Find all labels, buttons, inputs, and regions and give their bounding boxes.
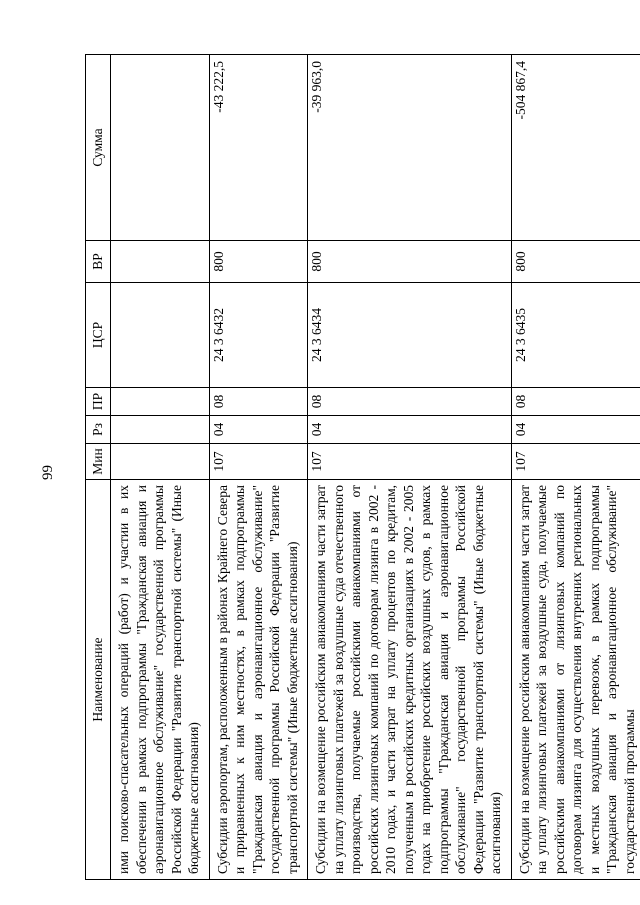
table-row [111, 55, 210, 880]
header-name: Наименование [86, 480, 111, 880]
header-csr: ЦСР [86, 283, 111, 388]
header-min: Мин [86, 444, 111, 480]
row-pr: 08 [511, 388, 640, 416]
table-row [511, 55, 640, 880]
row-rz: 04 [511, 416, 640, 444]
row-vr: 800 [511, 241, 640, 283]
table-row [308, 55, 512, 880]
row-vr: 800 [209, 241, 308, 283]
row-pr: 08 [209, 388, 308, 416]
budget-table-container [85, 55, 637, 880]
row-rz [111, 416, 210, 444]
budget-table [85, 54, 640, 880]
row-sum: -43 222,5 [209, 55, 308, 241]
row-name: ими поисково-спасательных операций (работ) и участии в их обеспечении в рамках подпрограммы "Гражданская авиация и аэронавигационное обслуживание" государственной программы Российской Федерации "Развитие транспортной системы" (Иные бюджетные ассигнования) [111, 480, 210, 880]
page-number: 99 [40, 465, 56, 480]
row-name: Субсидии аэропортам, расположенным в районах Крайнего Севера и приравненных к ним местностях, в рамках подпрограммы "Гражданская авиация и аэронавигационное обслуживание" государственной программы Российской Федерации "Развитие транспортной системы" (Иные бюджетные ассигнования) [209, 480, 308, 880]
row-rz: 04 [209, 416, 308, 444]
row-min: 107 [308, 444, 512, 480]
row-sum: -39 963,0 [308, 55, 512, 241]
header-pr: ПР [86, 388, 111, 416]
row-vr: 800 [308, 241, 512, 283]
header-vr: ВР [86, 241, 111, 283]
row-csr: 24 3 6435 [511, 283, 640, 388]
row-name: Субсидии на возмещение российским авиакомпаниям части затрат на уплату лизинговых платежей за воздушные суда, получаемые российскими авиакомпаниями от лизинговых компаний по договорам лизинга для осуществления внутренних региональных и местных воздушных перевозок, в рамках подпрограммы "Гражданская авиация и аэронавигационное обслуживание" государственной программы [511, 480, 640, 880]
row-csr [111, 283, 210, 388]
row-csr: 24 3 6432 [209, 283, 308, 388]
header-rz: Рз [86, 416, 111, 444]
table-header-row [86, 55, 111, 880]
row-sum [111, 55, 210, 241]
row-csr: 24 3 6434 [308, 283, 512, 388]
row-sum: -504 867,4 [511, 55, 640, 241]
row-min: 107 [209, 444, 308, 480]
row-rz: 04 [308, 416, 512, 444]
row-vr [111, 241, 210, 283]
header-sum: Сумма [86, 55, 111, 241]
row-pr: 08 [308, 388, 512, 416]
row-min [111, 444, 210, 480]
row-min: 107 [511, 444, 640, 480]
table-row [209, 55, 308, 880]
row-pr [111, 388, 210, 416]
row-name: Субсидии на возмещение российским авиакомпаниям части затрат на уплату лизинговых платежей за воздушные суда отечественного производства, получаемые российскими авиакомпаниями от российских лизинговых компаний по договорам лизинга в 2002 - 2010 годах, и части затрат на уплату процентов по кредитам, полученным в российских кредитных организациях в 2002 - 2005 годах на приобретение российских воздушных судов, в рамках подпрограммы "Гражданская авиация и аэронавигационное обслуживание" государственной программы Российской Федерации "Развитие транспортной системы" (Иные бюджетные ассигнования) [308, 480, 512, 880]
